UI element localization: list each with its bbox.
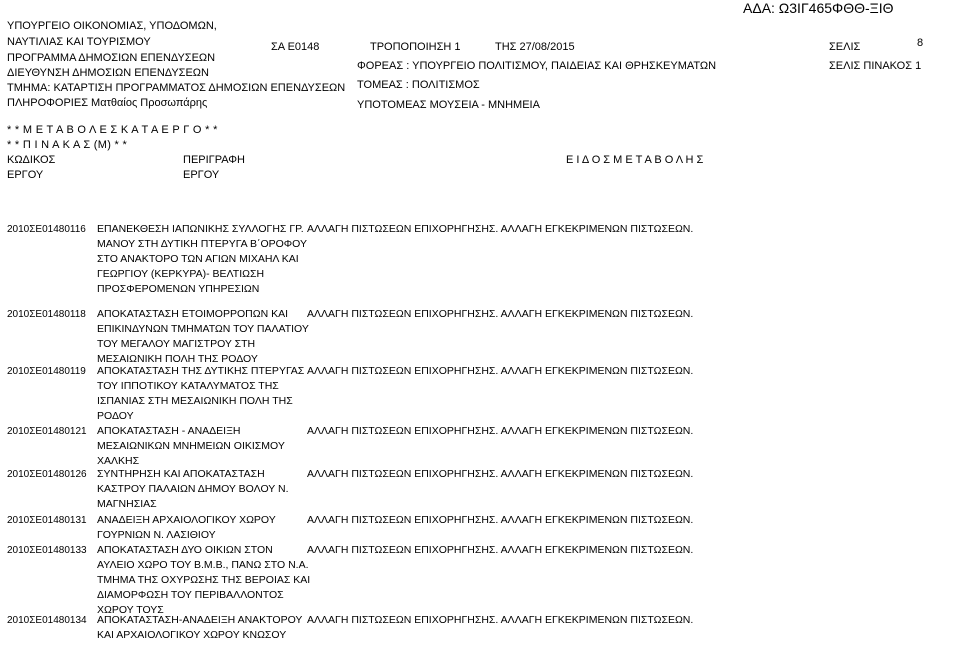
row-description: ΣΥΝΤΗΡΗΣΗ ΚΑΙ ΑΠΟΚΑΤΑΣΤΑΣΗ ΚΑΣΤΡΟΥ ΠΑΛΑΙΩΝ ΔΗΜΟΥ ΒΟΛΟΥ Ν. ΜΑΓΝΗΣΙΑΣ xyxy=(97,468,289,510)
row-change: ΑΛΛΑΓΗ ΠΙΣΤΩΣΕΩΝ ΕΠΙΧΟΡΗΓΗΣΗΣ. ΑΛΛΑΓΗ ΕΓΚΕΚΡΙΜΕΝΩΝ ΠΙΣΤΩΣΕΩΝ. xyxy=(307,468,694,480)
row-change: ΑΛΛΑΓΗ ΠΙΣΤΩΣΕΩΝ ΕΠΙΧΟΡΗΓΗΣΗΣ. ΑΛΛΑΓΗ ΕΓΚΕΚΡΙΜΕΝΩΝ ΠΙΣΤΩΣΕΩΝ. xyxy=(307,223,694,235)
row-change: ΑΛΛΑΓΗ ΠΙΣΤΩΣΕΩΝ ΕΠΙΧΟΡΗΓΗΣΗΣ. ΑΛΛΑΓΗ ΕΓΚΕΚΡΙΜΕΝΩΝ ΠΙΣΤΩΣΕΩΝ. xyxy=(307,308,694,320)
sa-code: ΣΑ Ε0148 xyxy=(271,41,320,53)
row-change: ΑΛΛΑΓΗ ΠΙΣΤΩΣΕΩΝ ΕΠΙΧΟΡΗΓΗΣΗΣ. ΑΛΛΑΓΗ ΕΓΚΕΚΡΙΜΕΝΩΝ ΠΙΣΤΩΣΕΩΝ. xyxy=(307,614,694,626)
ministry-line-4: ΔΙΕΥΘΥΝΣΗ ΔΗΜΟΣΙΩΝ ΕΠΕΝΔΥΣΕΩΝ xyxy=(7,67,209,79)
col-code-header-1: ΚΩΔΙΚΟΣ xyxy=(7,154,56,166)
row-code: 2010ΣΕ01480133 xyxy=(7,545,87,556)
col-desc-header-2: ΕΡΓΟΥ xyxy=(183,169,220,181)
ministry-line-1: ΥΠΟΥΡΓΕΙΟ ΟΙΚΟΝΟΜΙΑΣ, ΥΠΟΔΟΜΩΝ, xyxy=(7,20,217,32)
row-change: ΑΛΛΑΓΗ ΠΙΣΤΩΣΕΩΝ ΕΠΙΧΟΡΗΓΗΣΗΣ. ΑΛΛΑΓΗ ΕΓΚΕΚΡΙΜΕΝΩΝ ΠΙΣΤΩΣΕΩΝ. xyxy=(307,514,694,526)
row-description: ΑΠΟΚΑΤΑΣΤΑΣΗ-ΑΝΑΔΕΙΞΗ ΑΝΑΚΤΟΡΟΥ ΚΑΙ ΑΡΧΑΙΟΛΟΓΙΚΟΥ ΧΩΡΟΥ ΚΝΩΣΟΥ xyxy=(97,614,303,641)
section-pinakas: * * Π Ι Ν Α Κ Α Σ (Μ) * * xyxy=(7,139,128,151)
row-code: 2010ΣΕ01480121 xyxy=(7,426,87,437)
row-code: 2010ΣΕ01480116 xyxy=(7,224,86,235)
row-code: 2010ΣΕ01480134 xyxy=(7,615,87,626)
row-description: ΑΝΑΔΕΙΞΗ ΑΡΧΑΙΟΛΟΓΙΚΟΥ ΧΩΡΟΥ ΓΟΥΡΝΙΩΝ Ν. ΛΑΣΙΘΙΟΥ xyxy=(97,514,276,541)
row-code: 2010ΣΕ01480118 xyxy=(7,309,86,320)
ministry-line-5: ΤΜΗΜΑ: ΚΑΤΑΡΤΙΣΗ ΠΡΟΓΡΑΜΜΑΤΟΣ ΔΗΜΟΣΙΩΝ ΕΠΕΝΔΥΣΕΩΝ xyxy=(7,82,346,94)
ada-code: ΑΔΑ: Ω3ΙΓ465ΦΘΘ-ΞΙΘ xyxy=(743,0,894,16)
row-code: 2010ΣΕ01480126 xyxy=(7,469,87,480)
row-change: ΑΛΛΑΓΗ ΠΙΣΤΩΣΕΩΝ ΕΠΙΧΟΡΗΓΗΣΗΣ. ΑΛΛΑΓΗ ΕΓΚΕΚΡΙΜΕΝΩΝ ΠΙΣΤΩΣΕΩΝ. xyxy=(307,425,694,437)
tomeas: ΤΟΜΕΑΣ : ΠΟΛΙΤΙΣΜΟΣ xyxy=(357,79,480,91)
col-change-header: Ε Ι Δ Ο Σ Μ Ε Τ Α Β Ο Λ Η Σ xyxy=(566,154,704,166)
ministry-line-3: ΠΡΟΓΡΑΜΜΑ ΔΗΜΟΣΙΩΝ ΕΠΕΝΔΥΣΕΩΝ xyxy=(7,52,216,64)
col-desc-header-1: ΠΕΡΙΓΡΑΦΗ xyxy=(183,154,245,166)
info-contact: ΠΛΗΡΟΦΟΡΙΕΣ Ματθαίος Προσωπάρης xyxy=(7,97,208,109)
section-metaboles: * * Μ Ε Τ Α Β Ο Λ Ε Σ Κ Α Τ Α Ε Ρ Γ Ο * * xyxy=(7,124,218,136)
row-description: ΑΠΟΚΑΤΑΣΤΑΣΗ ΔΥΟ ΟΙΚΙΩΝ ΣΤΟΝ ΑΥΛΕΙΟ ΧΩΡΟ ΤΟΥ Β.Μ.Β., ΠΑΝΩ ΣΤΟ Ν.Α. ΤΜΗΜΑ ΤΗΣ ΟΧΥΡΩΣΗΣ ΤΗΣ ΒΕΡΟΙΑΣ ΚΑΙ ΔΙΑΜΟΡΦΩΣΗ ΤΟΥ ΠΕΡΙΒΑΛΛΟΝΤΟΣ ΧΩΡΟΥ ΤΟΥΣ xyxy=(97,544,311,616)
row-description: ΑΠΟΚΑΤΑΣΤΑΣΗ - ΑΝΑΔΕΙΞΗ ΜΕΣΑΙΩΝΙΚΩΝ ΜΝΗΜΕΙΩΝ ΟΙΚΙΣΜΟΥ ΧΑΛΚΗΣ xyxy=(97,425,285,467)
row-description: ΑΠΟΚΑΤΑΣΤΑΣΗ ΤΗΣ ΔΥΤΙΚΗΣ ΠΤΕΡΥΓΑΣ ΤΟΥ ΙΠΠΟΤΙΚΟΥ ΚΑΤΑΛΥΜΑΤΟΣ ΤΗΣ ΙΣΠΑΝΙΑΣ ΣΤΗ ΜΕΣΑΙΩΝΙΚΗ ΠΟΛΗ ΤΗΣ ΡΟΔΟΥ xyxy=(97,365,305,422)
tropopoiisi: ΤΡΟΠΟΠΟΙΗΣΗ 1 xyxy=(370,41,461,53)
tropopoiisi-date: ΤΗΣ 27/08/2015 xyxy=(495,41,575,53)
ministry-line-2: ΝΑΥΤΙΛΙΑΣ ΚΑΙ ΤΟΥΡΙΣΜΟΥ xyxy=(7,36,151,48)
page-label: ΣΕΛΙΣ xyxy=(829,41,861,53)
table-page: ΣΕΛΙΣ ΠΙΝΑΚΟΣ 1 xyxy=(829,60,922,72)
row-code: 2010ΣΕ01480131 xyxy=(7,515,87,526)
foreas: ΦΟΡΕΑΣ : ΥΠΟΥΡΓΕΙΟ ΠΟΛΙΤΙΣΜΟΥ, ΠΑΙΔΕΙΑΣ ΚΑΙ ΘΡΗΣΚΕΥΜΑΤΩΝ xyxy=(357,60,717,72)
row-code: 2010ΣΕ01480119 xyxy=(7,366,86,377)
page-number: 8 xyxy=(917,37,924,49)
col-code-header-2: ΕΡΓΟΥ xyxy=(7,169,44,181)
row-description: ΑΠΟΚΑΤΑΣΤΑΣΗ ΕΤΟΙΜΟΡΡΟΠΩΝ ΚΑΙ ΕΠΙΚΙΝΔΥΝΩΝ ΤΜΗΜΑΤΩΝ ΤΟΥ ΠΑΛΑΤΙΟΥ ΤΟΥ ΜΕΓΑΛΟΥ ΜΑΓΙΣΤΡΟΥ ΣΤΗ ΜΕΣΑΙΩΝΙΚΗ ΠΟΛΗ ΤΗΣ ΡΟΔΟΥ xyxy=(97,308,309,365)
ypotomeas: ΥΠΟΤΟΜΕΑΣ ΜΟΥΣΕΙΑ - ΜΝΗΜΕΙΑ xyxy=(357,99,540,111)
row-description: ΕΠΑΝΕΚΘΕΣΗ ΙΑΠΩΝΙΚΗΣ ΣΥΛΛΟΓΗΣ ΓΡ. ΜΑΝΟΥ ΣΤΗ ΔΥΤΙΚΗ ΠΤΕΡΥΓΑ Β΄ΟΡΟΦΟΥ ΣΤΟ ΑΝΑΚΤΟΡΟ ΤΩΝ ΑΓΙΩΝ ΜΙΧΑΗΛ ΚΑΙ ΓΕΩΡΓΙΟΥ (ΚΕΡΚΥΡΑ)- ΒΕΛΤΙΩΣΗ ΠΡΟΣΦΕΡΟΜΕΝΩΝ ΥΠΗΡΕΣΙΩΝ xyxy=(97,223,307,295)
row-change: ΑΛΛΑΓΗ ΠΙΣΤΩΣΕΩΝ ΕΠΙΧΟΡΗΓΗΣΗΣ. ΑΛΛΑΓΗ ΕΓΚΕΚΡΙΜΕΝΩΝ ΠΙΣΤΩΣΕΩΝ. xyxy=(307,544,694,556)
row-change: ΑΛΛΑΓΗ ΠΙΣΤΩΣΕΩΝ ΕΠΙΧΟΡΗΓΗΣΗΣ. ΑΛΛΑΓΗ ΕΓΚΕΚΡΙΜΕΝΩΝ ΠΙΣΤΩΣΕΩΝ. xyxy=(307,365,694,377)
